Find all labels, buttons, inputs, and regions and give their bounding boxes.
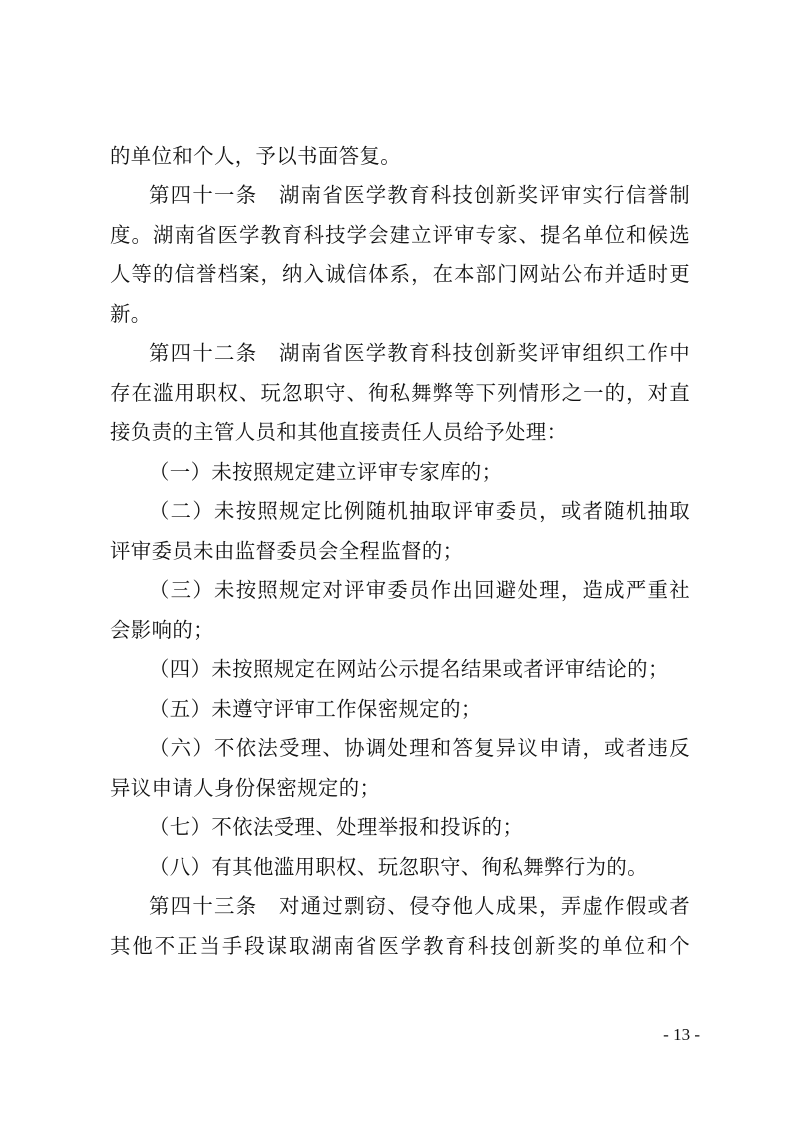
text-line: 第四十一条 湖南省医学教育科技创新奖评审实行信誉制 [149, 183, 690, 207]
text-line: 度。湖南省医学教育科技学会建立评审专家、提名单位和候选 [110, 223, 690, 247]
text-line: 会影响的； [110, 618, 214, 642]
text-line: 评审委员未由监督委员会全程监督的； [110, 539, 464, 563]
text-line: 人等的信誉档案，纳入诚信体系，在本部门网站公布并适时更 [110, 262, 690, 286]
page-number: - 13 - [663, 1025, 700, 1044]
text-line: （八）有其他滥用职权、玩忽职守、徇私舞弊行为的。 [149, 855, 648, 879]
text-line: 新。 [110, 302, 152, 326]
text-line: （五）未遵守评审工作保密规定的； [149, 697, 482, 721]
text-line: （一）未按照规定建立评审专家库的； [149, 460, 503, 484]
text-line: （六）不依法受理、协调处理和答复异议申请，或者违反 [149, 736, 690, 760]
text-line: 存在滥用职权、玩忽职守、徇私舞弊等下列情形之一的，对直 [110, 381, 690, 405]
text-line: 第四十三条 对通过剽窃、侵夺他人成果，弄虚作假或者 [149, 894, 690, 918]
text-line: 异议申请人身份保密规定的； [110, 776, 381, 800]
text-line: 其他不正当手段谋取湖南省医学教育科技创新奖的单位和个 [110, 934, 690, 958]
text-line: （二）未按照规定比例随机抽取评审委员，或者随机抽取 [149, 499, 690, 523]
text-line: （四）未按照规定在网站公示提名结果或者评审结论的； [149, 657, 669, 681]
text-line: 第四十二条 湖南省医学教育科技创新奖评审组织工作中 [149, 341, 690, 365]
text-line: 接负责的主管人员和其他直接责任人员给予处理： [110, 420, 568, 444]
text-line: （七）不依法受理、处理举报和投诉的； [149, 815, 524, 839]
text-line: 的单位和个人，予以书面答复。 [110, 144, 402, 168]
text-line: （三）未按照规定对评审委员作出回避处理，造成严重社 [149, 578, 690, 602]
